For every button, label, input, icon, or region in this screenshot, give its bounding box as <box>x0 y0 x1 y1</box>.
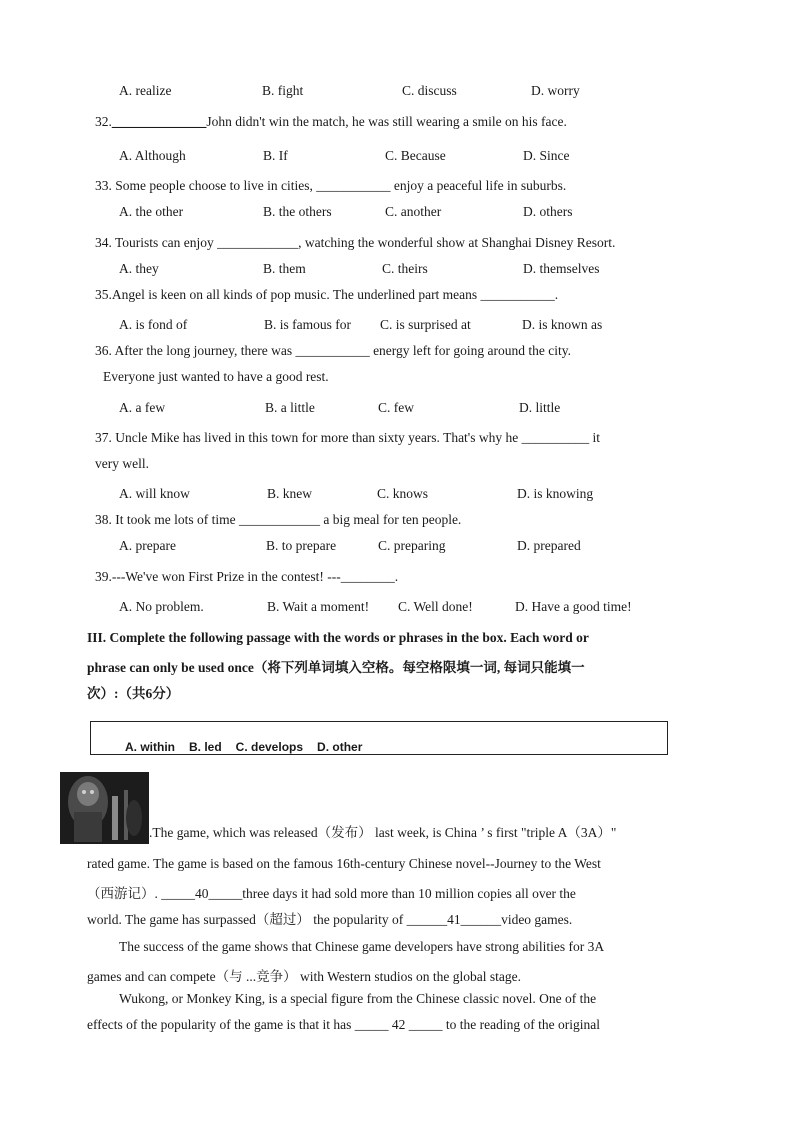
passage-p1-line4: world. The game has surpassed（超过） the popularity of ______41______video games. <box>87 912 573 927</box>
q34-option-d[interactable]: D. themselves <box>523 261 600 276</box>
q39-option-c[interactable]: C. Well done! <box>398 599 473 614</box>
q35-option-a[interactable]: A. is fond of <box>119 317 188 332</box>
q33-stem: 33. Some people choose to live in cities, ___________ enjoy a peaceful life in suburbs. <box>95 178 567 193</box>
word-box-words <box>125 740 376 754</box>
section3-heading-line2: phrase can only be used once（将下列单词填入空格。每空格限填一词, 每词只能填一 <box>87 660 585 675</box>
q34-option-a[interactable]: A. they <box>119 261 159 276</box>
q37-option-d[interactable]: D. is knowing <box>517 486 594 501</box>
word-box <box>90 721 668 755</box>
word-box-item-within[interactable]: A. within <box>125 740 175 754</box>
q36-option-a[interactable]: A. a few <box>119 400 166 415</box>
q39-stem: 39.---We've won First Prize in the contest! ---________. <box>95 569 399 584</box>
q35-stem: 35.Angel is keen on all kinds of pop music. The underlined part means ___________. <box>95 287 559 302</box>
game-image <box>60 772 149 844</box>
q31-options <box>0 83 794 101</box>
game-image-art <box>60 772 149 844</box>
q35-option-d[interactable]: D. is known as <box>522 317 603 332</box>
q38-stem: 38. It took me lots of time ____________ a big meal for ten people. <box>95 512 462 527</box>
q38-option-c[interactable]: C. preparing <box>378 538 446 553</box>
q39-options <box>0 599 794 617</box>
q32-options <box>0 148 794 166</box>
word-box-item-led[interactable]: B. led <box>189 740 222 754</box>
section3-heading-line3: 次）:（共6分） <box>87 686 180 701</box>
q32-option-a[interactable]: A. Although <box>119 148 186 163</box>
q37-option-a[interactable]: A. will know <box>119 486 190 501</box>
q37-stem-line1: 37. Uncle Mike has lived in this town for more than sixty years. That's why he __________ it <box>95 430 600 445</box>
q34-option-b[interactable]: B. them <box>263 261 306 276</box>
q32-stem-rest: John didn't win the match, he was still wearing a smile on his face. <box>206 114 567 129</box>
q31-option-c[interactable]: C. discuss <box>402 83 457 98</box>
q38-option-a[interactable]: A. prepare <box>119 538 176 553</box>
q37-options <box>0 486 794 504</box>
q34-stem: 34. Tourists can enjoy ____________, watching the wonderful show at Shanghai Disney Resort. <box>95 235 616 250</box>
section3-heading-line1: III. Complete the following passage with the words or phrases in the box. Each word or <box>87 630 589 645</box>
q37-stem-line2: very well. <box>95 456 149 471</box>
q35-option-b[interactable]: B. is famous for <box>264 317 351 332</box>
q36-option-c[interactable]: C. few <box>378 400 414 415</box>
q35-options <box>0 317 794 335</box>
passage-p3-line2: effects of the popularity of the game is that it has _____ 42 _____ to the reading of the original <box>87 1017 600 1032</box>
q37-option-b[interactable]: B. knew <box>267 486 312 501</box>
q31-option-a[interactable]: A. realize <box>119 83 172 98</box>
q34-options <box>0 261 794 279</box>
q38-option-b[interactable]: B. to prepare <box>266 538 337 553</box>
q34-option-c[interactable]: C. theirs <box>382 261 428 276</box>
passage-p1-line1: .The game, which was released（发布） last week, is China ’ s first "triple A（3A）" <box>149 825 617 840</box>
q39-option-b[interactable]: B. Wait a moment! <box>267 599 370 614</box>
q31-option-b[interactable]: B. fight <box>262 83 304 98</box>
passage-p3-line1: Wukong, or Monkey King, is a special figure from the Chinese classic novel. One of the <box>119 991 597 1006</box>
q33-option-b[interactable]: B. the others <box>263 204 332 219</box>
q39-option-d[interactable]: D. Have a good time! <box>515 599 632 614</box>
q36-options <box>0 400 794 418</box>
passage-p1-line3: （西游记）. _____40_____three days it had sold more than 10 million copies all over the <box>87 886 576 901</box>
q31-option-d[interactable]: D. worry <box>531 83 580 98</box>
q38-option-d[interactable]: D. prepared <box>517 538 581 553</box>
q32-option-d[interactable]: D. Since <box>523 148 570 163</box>
passage-p1-line2: rated game. The game is based on the famous 16th-century Chinese novel--Journey to the West <box>87 856 601 871</box>
passage-p2-line2: games and can compete（与 ...竞争） with Western studios on the global stage. <box>87 969 521 984</box>
q32-number: 32. <box>95 114 112 129</box>
q33-option-c[interactable]: C. another <box>385 204 442 219</box>
word-box-item-other[interactable]: D. other <box>317 740 363 754</box>
q37-option-c[interactable]: C. knows <box>377 486 429 501</box>
q38-options <box>0 538 794 556</box>
q36-option-d[interactable]: D. little <box>519 400 561 415</box>
q36-stem-line1: 36. After the long journey, there was ___________ energy left for going around the city. <box>95 343 572 358</box>
q36-stem-line2: Everyone just wanted to have a good rest. <box>103 369 329 384</box>
q33-options <box>0 204 794 222</box>
q39-option-a[interactable]: A. No problem. <box>119 599 204 614</box>
q36-option-b[interactable]: B. a little <box>265 400 315 415</box>
q33-option-d[interactable]: D. others <box>523 204 573 219</box>
q33-option-a[interactable]: A. the other <box>119 204 184 219</box>
q32-option-c[interactable]: C. Because <box>385 148 446 163</box>
q32-stem <box>95 114 567 130</box>
q32-blank[interactable]: ______________ <box>111 114 207 129</box>
q32-option-b[interactable]: B. If <box>263 148 288 163</box>
passage-p2-line1: The success of the game shows that Chinese game developers have strong abilities for 3A <box>119 939 605 954</box>
q35-option-c[interactable]: C. is surprised at <box>380 317 471 332</box>
word-box-item-develops[interactable]: C. develops <box>235 740 304 754</box>
